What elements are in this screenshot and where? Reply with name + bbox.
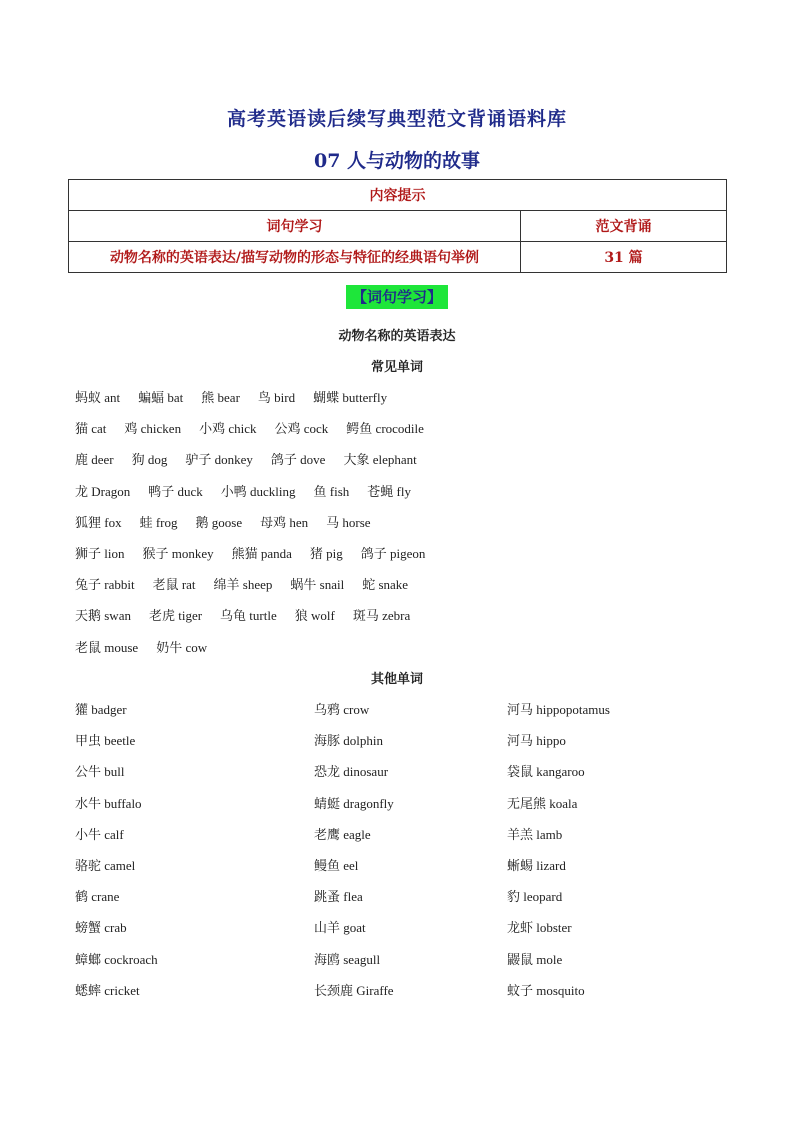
word-item: 苍蝇 fly xyxy=(367,483,411,499)
word-item: 大象 elephant xyxy=(343,452,417,468)
common-words-line xyxy=(75,512,389,531)
common-words-line xyxy=(75,449,435,468)
word-item: 天鹅 swan xyxy=(75,608,131,624)
document-subtitle: 07 人与动物的故事 xyxy=(313,150,481,172)
word-item: 山羊 goat xyxy=(314,920,366,936)
word-item: 蝙蝠 bat xyxy=(138,390,184,405)
word-item: 鳗鱼 eel xyxy=(314,857,359,873)
word-item: 小鸡 chick xyxy=(199,421,257,437)
other-words-row xyxy=(75,949,715,980)
word-item: 蛇 snake xyxy=(362,577,409,593)
word-item: 獾 badger xyxy=(75,702,127,717)
common-words-line xyxy=(75,543,443,562)
common-words-line xyxy=(75,481,429,500)
word-item: 无尾熊 koala xyxy=(507,795,578,811)
word-item: 豹 leopard xyxy=(507,889,563,905)
word-item: 狗 dog xyxy=(131,452,168,468)
word-item: 蜗牛 snail xyxy=(290,577,345,593)
word-item: 熊猫 panda xyxy=(231,546,292,561)
word-item: 小牛 calf xyxy=(75,826,124,842)
word-item: 蚊子 mosquito xyxy=(507,982,585,998)
word-item: 鳄鱼 crocodile xyxy=(346,421,424,437)
word-item: 蟑螂 cockroach xyxy=(75,951,158,967)
word-item: 驴子 donkey xyxy=(185,452,253,468)
word-item: 公鸡 cock xyxy=(274,421,329,437)
word-item: 乌鸦 crow xyxy=(314,702,370,717)
other-words-grid xyxy=(75,699,715,1011)
word-item: 鹿 deer xyxy=(75,452,114,468)
word-item: 骆驼 camel xyxy=(75,857,136,873)
word-item: 猪 pig xyxy=(309,546,343,561)
word-item: 鸡 chicken xyxy=(124,421,182,437)
common-words-line xyxy=(75,574,426,593)
word-item: 河马 hippopotamus xyxy=(507,702,610,717)
word-item: 小鸭 duckling xyxy=(220,483,296,499)
word-item: 鸭子 duck xyxy=(148,483,203,499)
section-title: 动物名称的英语表达 xyxy=(338,329,456,344)
word-item: 水牛 buffalo xyxy=(75,795,142,811)
word-item: 斑马 zebra xyxy=(352,608,411,624)
word-item: 猫 cat xyxy=(75,421,107,437)
common-words-line xyxy=(75,418,442,437)
word-item: 老鼠 rat xyxy=(152,577,196,593)
word-item: 鸟 bird xyxy=(257,390,296,405)
other-words-row xyxy=(75,761,715,792)
table-header: 内容提示 xyxy=(69,180,727,211)
word-item: 龙虾 lobster xyxy=(507,920,572,936)
word-item: 老虎 tiger xyxy=(148,608,203,624)
other-words-row xyxy=(75,793,715,824)
common-words-title: 常见单词 xyxy=(370,360,423,375)
word-item: 乌龟 turtle xyxy=(220,608,277,624)
word-item: 老鹰 eagle xyxy=(314,826,371,842)
word-item: 甲虫 beetle xyxy=(75,733,136,749)
word-item: 龙 Dragon xyxy=(75,483,131,499)
word-item: 海鸥 seagull xyxy=(314,951,381,967)
common-words-line xyxy=(75,605,428,624)
table-col2-head: 范文背诵 xyxy=(521,211,727,242)
other-words-row xyxy=(75,699,715,730)
word-item: 袋鼠 kangaroo xyxy=(507,764,585,780)
word-item: 公牛 bull xyxy=(75,764,125,780)
word-item: 鸽子 dove xyxy=(270,452,326,468)
word-item: 蜻蜓 dragonfly xyxy=(314,795,394,811)
word-item: 狐狸 fox xyxy=(75,514,122,530)
common-words-line xyxy=(75,387,405,406)
content-hint-table xyxy=(68,179,727,273)
other-words-row xyxy=(75,855,715,886)
word-item: 河马 hippo xyxy=(507,733,566,749)
word-item: 奶牛 cow xyxy=(156,639,208,655)
word-item: 蜥蜴 lizard xyxy=(507,857,566,873)
word-item: 兔子 rabbit xyxy=(75,577,135,593)
word-item: 鹤 crane xyxy=(75,889,120,905)
document-title: 高考英语读后续写典型范文背诵语料库 xyxy=(226,108,567,130)
word-item: 母鸡 hen xyxy=(260,514,309,530)
word-item: 蟋蟀 cricket xyxy=(75,982,140,998)
word-item: 长颈鹿 Giraffe xyxy=(314,982,394,998)
other-words-row xyxy=(75,917,715,948)
other-words-title: 其他单词 xyxy=(370,672,423,687)
word-item: 恐龙 dinosaur xyxy=(314,764,389,780)
table-col1-value: 动物名称的英语表达/描写动物的形态与特征的经典语句举例 xyxy=(69,242,521,273)
word-item: 海豚 dolphin xyxy=(314,733,383,749)
word-item: 鹅 goose xyxy=(195,514,243,530)
word-item: 蛙 frog xyxy=(139,514,178,530)
common-words-line xyxy=(75,637,225,656)
table-col2-value: 31 篇 xyxy=(521,242,727,273)
word-item: 猴子 monkey xyxy=(142,546,214,561)
word-item: 熊 bear xyxy=(201,390,240,405)
section-badge: 【词句学习】 xyxy=(346,285,448,309)
other-words-row xyxy=(75,886,715,917)
table-col1-head: 词句学习 xyxy=(69,211,521,242)
other-words-row xyxy=(75,980,715,1011)
word-item: 狼 wolf xyxy=(294,608,335,624)
word-item: 鱼 fish xyxy=(313,483,350,499)
word-item: 蚂蚁 ant xyxy=(75,390,121,405)
other-words-row xyxy=(75,824,715,855)
word-item: 老鼠 mouse xyxy=(75,639,139,655)
word-item: 狮子 lion xyxy=(75,546,125,561)
word-item: 马 horse xyxy=(326,514,371,530)
word-item: 鸽子 pigeon xyxy=(360,546,426,561)
other-words-row xyxy=(75,730,715,761)
word-item: 螃蟹 crab xyxy=(75,920,127,936)
word-item: 蝴蝶 butterfly xyxy=(313,390,388,405)
word-item: 羊羔 lamb xyxy=(507,826,563,842)
word-item: 跳蚤 flea xyxy=(314,889,363,905)
word-item: 鼹鼠 mole xyxy=(507,951,563,967)
word-item: 绵羊 sheep xyxy=(213,577,273,593)
